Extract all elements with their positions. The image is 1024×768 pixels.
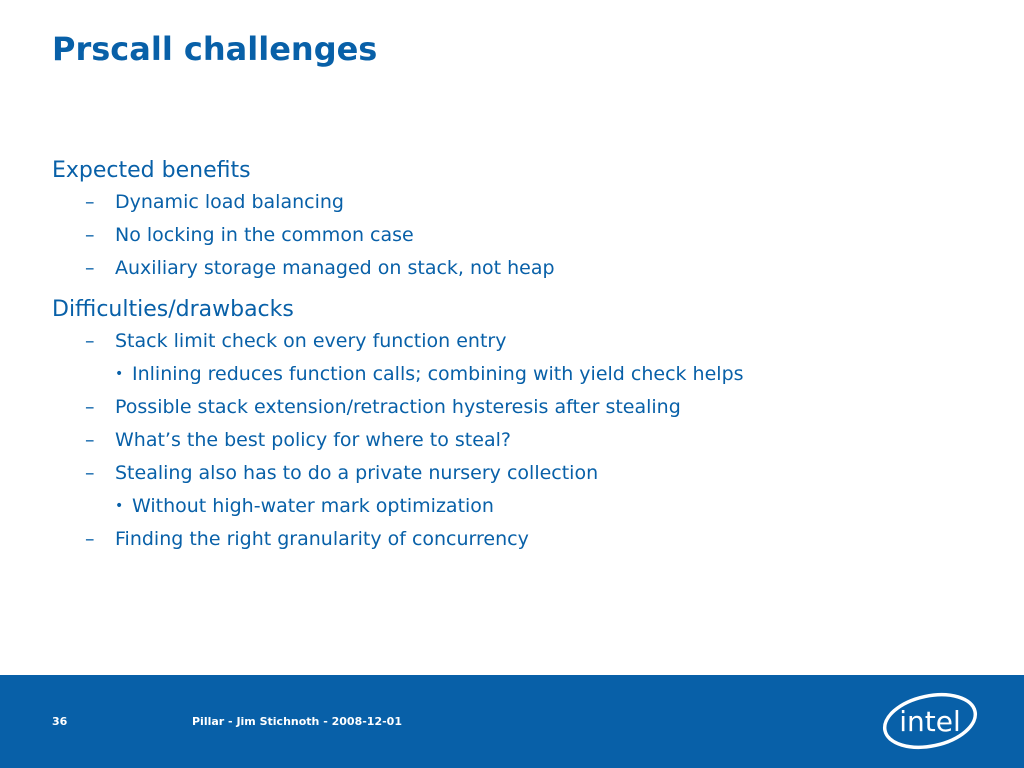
list-item-text: Finding the right granularity of concurrency xyxy=(115,528,529,550)
section-heading: Difficulties/drawbacks xyxy=(52,297,294,322)
bullet-marker: • xyxy=(115,498,124,514)
footer-bar xyxy=(0,675,1024,768)
sub-list-item xyxy=(52,358,992,391)
logo-text: intel xyxy=(899,705,961,738)
list-item xyxy=(52,252,992,285)
sub-list-item-text: Inlining reduces function calls; combining with yield check helps xyxy=(132,363,744,385)
intel-logo-icon xyxy=(880,689,980,753)
dash-marker: – xyxy=(85,224,95,246)
list-item-text: No locking in the common case xyxy=(115,224,414,246)
dash-marker: – xyxy=(85,396,95,418)
list-item xyxy=(52,457,992,490)
bullet-marker: • xyxy=(115,366,124,382)
list-item-text: Dynamic load balancing xyxy=(115,191,344,213)
section-expected-benefits xyxy=(52,156,992,285)
dash-marker: – xyxy=(85,528,95,550)
sub-list-item-text: Without high-water mark optimization xyxy=(132,495,494,517)
list-item-text: Possible stack extension/retraction hysteresis after stealing xyxy=(115,396,681,418)
dash-marker: – xyxy=(85,330,95,352)
list-item xyxy=(52,325,992,358)
list-item xyxy=(52,523,992,556)
footer-text: Pillar - Jim Stichnoth - 2008-12-01 xyxy=(192,715,402,728)
dash-marker: – xyxy=(85,191,95,213)
page-number: 36 xyxy=(52,715,68,728)
list-item xyxy=(52,424,992,457)
dash-marker: – xyxy=(85,429,95,451)
dash-marker: – xyxy=(85,462,95,484)
list-item xyxy=(52,391,992,424)
list-item-text: What’s the best policy for where to steal? xyxy=(115,429,511,451)
list-item-text: Auxiliary storage managed on stack, not heap xyxy=(115,257,555,279)
slide-body xyxy=(52,156,992,566)
sub-list-item xyxy=(52,490,992,523)
list-item-text: Stack limit check on every function entry xyxy=(115,330,507,352)
list-item-text: Stealing also has to do a private nursery collection xyxy=(115,462,599,484)
section-heading: Expected benefits xyxy=(52,158,251,183)
list-item xyxy=(52,186,992,219)
slide-title: Prscall challenges xyxy=(52,30,378,68)
dash-marker: – xyxy=(85,257,95,279)
section-difficulties xyxy=(52,295,992,556)
list-item xyxy=(52,219,992,252)
